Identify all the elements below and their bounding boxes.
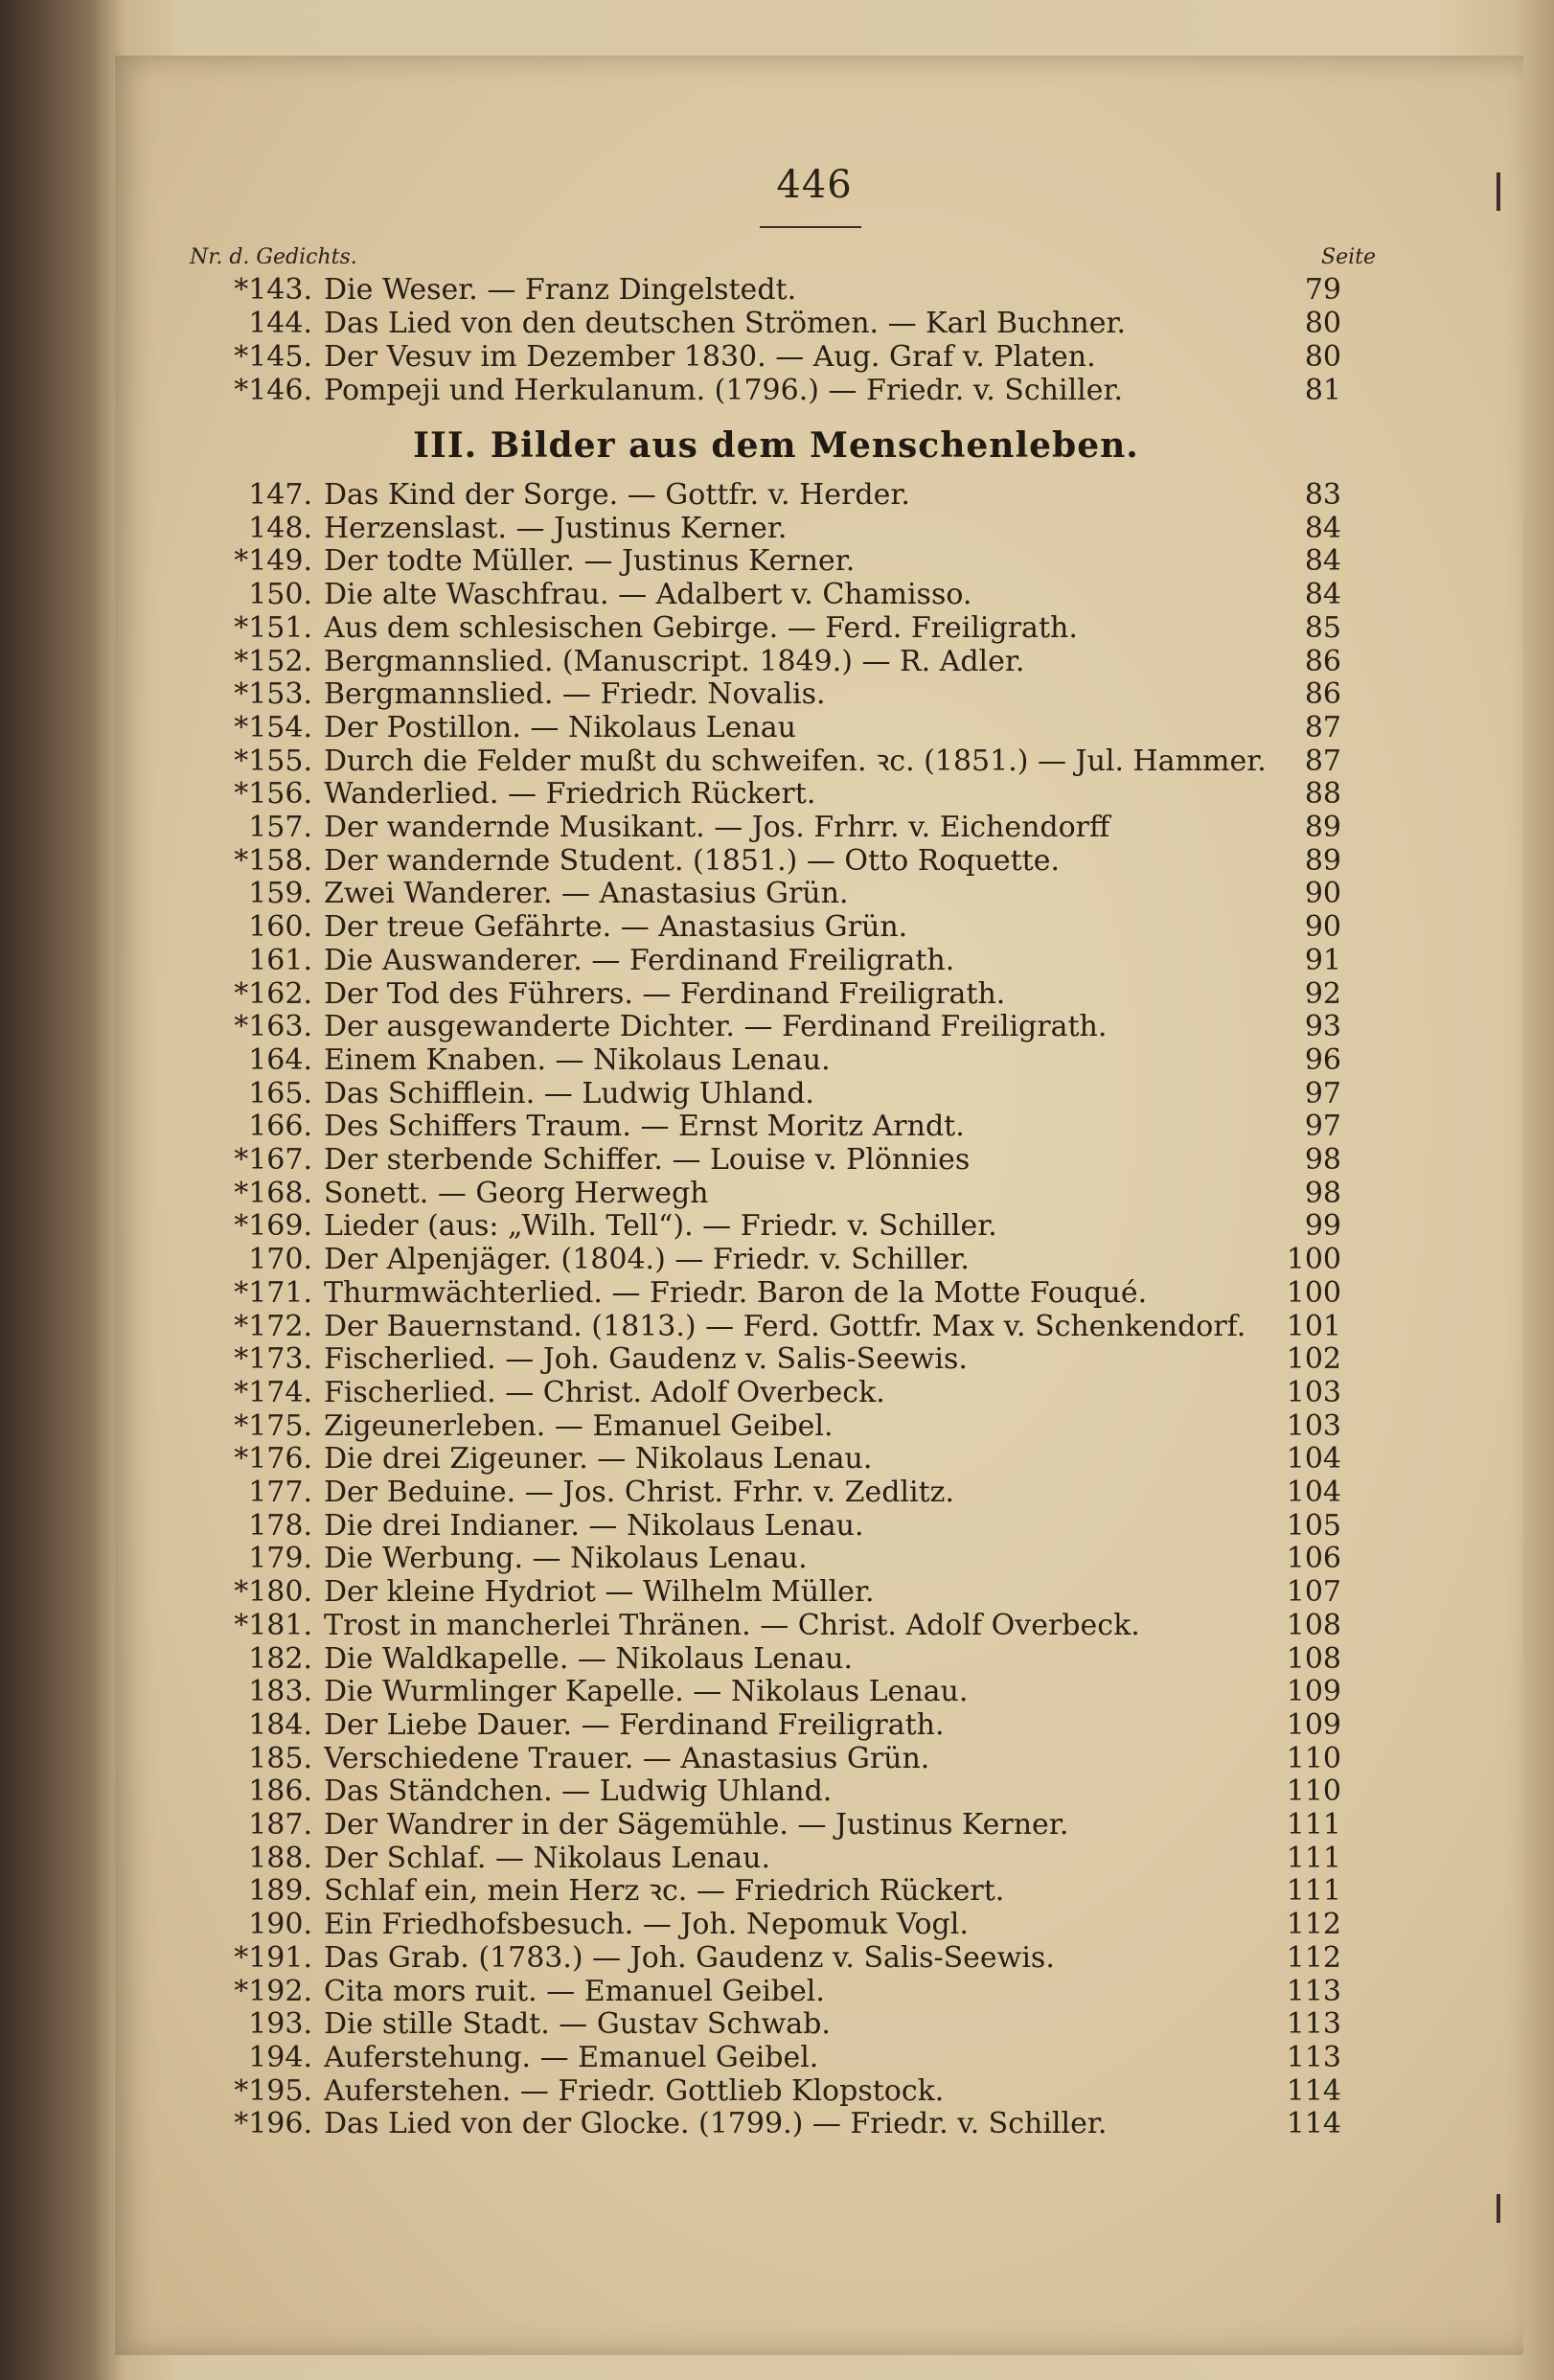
entry-title: Fischerlied. — Christ. Adolf Overbeck. [324, 1376, 885, 1409]
entry-number: 194. [248, 2040, 312, 2074]
toc-entry [182, 1643, 1376, 1676]
entry-number: *151. [234, 610, 312, 645]
toc-entry [182, 1510, 1376, 1543]
toc-entry [182, 1443, 1376, 1476]
entry-title: Fischerlied. — Joh. Gaudenz v. Salis-Seewis. [324, 1343, 968, 1377]
entry-number: *168. [234, 1176, 312, 1210]
entry-number: 185. [248, 1741, 312, 1775]
entry-number: 186. [248, 1774, 312, 1809]
entry-title: Der kleine Hydriot — Wilhelm Müller. [324, 1576, 875, 1610]
toc-entry [182, 1543, 1376, 1575]
column-header-page: Seite [1321, 245, 1376, 269]
entry-page: 84 [1304, 544, 1341, 579]
entry-title: Lieder (aus: „Wilh. Tell“). — Friedr. v. Schiller. [324, 1210, 997, 1244]
toc-entry [182, 878, 1376, 910]
entry-page: 90 [1304, 910, 1341, 945]
entry-number: *175. [234, 1408, 312, 1443]
entry-number: *173. [234, 1342, 312, 1377]
toc-entry [182, 945, 1376, 977]
entry-number: 160. [248, 910, 312, 945]
toc-entry [182, 375, 1376, 407]
entry-number: *158. [234, 843, 312, 878]
toc-entry [182, 1078, 1376, 1110]
entry-title: Zwei Wanderer. — Anastasius Grün. [324, 878, 849, 911]
entry-page: 103 [1286, 1408, 1341, 1443]
entry-title: Der todte Müller. — Justinus Kerner. [324, 545, 856, 579]
entry-title: Das Lied von der Glocke. (1799.) — Friedr. v. Schiller. [324, 2108, 1108, 2141]
toc-entry [182, 1676, 1376, 1708]
entry-page: 102 [1286, 1342, 1341, 1377]
entry-title: Die Wurmlinger Kapelle. — Nikolaus Lenau. [324, 1676, 969, 1709]
entry-page: 100 [1286, 1243, 1341, 1277]
entry-number: *146. [234, 374, 312, 407]
entry-title: Das Ständchen. — Ludwig Uhland. [324, 1775, 833, 1809]
toc-entry [182, 1144, 1376, 1177]
toc-entry [182, 745, 1376, 778]
toc-entry [182, 1775, 1376, 1808]
entry-number: 178. [248, 1508, 312, 1543]
toc-entry [182, 1210, 1376, 1243]
entry-title: Der sterbende Schiffer. — Louise v. Plönnies [324, 1144, 971, 1177]
entry-number: 164. [248, 1042, 312, 1077]
entry-page: 114 [1286, 2107, 1341, 2141]
entry-title: Die drei Indianer. — Nikolaus Lenau. [324, 1509, 864, 1543]
entry-title: Das Grab. (1783.) — Joh. Gaudenz v. Salis-Seewis. [324, 1941, 1055, 1975]
entry-title: Die Auswanderer. — Ferdinand Freiligrath. [324, 944, 955, 977]
entry-number: *155. [234, 744, 312, 778]
entry-number: *167. [234, 1143, 312, 1177]
entry-title: Die Weser. — Franz Dingelstedt. [324, 274, 797, 307]
toc-entry [182, 1709, 1376, 1742]
toc-entry [182, 1875, 1376, 1908]
toc-entry [182, 579, 1376, 611]
entry-title: Der Wandrer in der Sägemühle. — Justinus Kerner. [324, 1809, 1069, 1842]
entry-page: 112 [1286, 1908, 1341, 1942]
entry-page: 110 [1286, 1774, 1341, 1809]
toc-entry [182, 545, 1376, 578]
entry-page: 80 [1304, 307, 1341, 340]
page-number-rule [760, 226, 861, 228]
entry-title: Der Beduine. — Jos. Christ. Frhr. v. Zedlitz. [324, 1476, 955, 1509]
entry-page: 110 [1286, 1741, 1341, 1775]
entry-title: Durch die Felder mußt du schweifen. ꝛc. (1851.) — Jul. Hammer. [324, 744, 1267, 778]
toc-entry [182, 2108, 1376, 2140]
entry-number: 159. [248, 877, 312, 911]
entry-number: 165. [248, 1076, 312, 1110]
entry-page: 89 [1304, 843, 1341, 878]
entry-page: 109 [1286, 1675, 1341, 1709]
entry-number: *171. [234, 1275, 312, 1310]
entry-page: 105 [1286, 1508, 1341, 1543]
entry-number: *156. [234, 777, 312, 812]
entry-number: 170. [248, 1243, 312, 1277]
entry-page: 89 [1304, 811, 1341, 844]
toc-entry [182, 308, 1376, 340]
entry-title: Thurmwächterlied. — Friedr. Baron de la Motte Fouqué. [324, 1276, 1148, 1310]
entry-title: Der Alpenjäger. (1804.) — Friedr. v. Schiller. [324, 1244, 970, 1277]
toc-entry [182, 1809, 1376, 1842]
entry-title: Bergmannslied. — Friedr. Novalis. [324, 678, 826, 712]
toc-entry [182, 1743, 1376, 1775]
entry-page: 96 [1304, 1042, 1341, 1077]
entry-title: Verschiedene Trauer. — Anastasius Grün. [324, 1742, 930, 1775]
entry-page: 113 [1286, 1974, 1341, 2008]
entry-number: 193. [248, 2007, 312, 2042]
entry-title: Aus dem schlesischen Gebirge. — Ferd. Freiligrath. [324, 611, 1078, 645]
entry-number: 166. [248, 1110, 312, 1144]
entry-page: 98 [1304, 1176, 1341, 1210]
entry-number: 189. [248, 1874, 312, 1909]
entry-number: 190. [248, 1908, 312, 1942]
entry-page: 113 [1286, 2007, 1341, 2042]
entry-page: 79 [1304, 273, 1341, 307]
entry-number: 183. [248, 1675, 312, 1709]
entry-number: *195. [234, 2073, 312, 2108]
entry-number: 147. [248, 478, 312, 512]
entry-number: 187. [248, 1808, 312, 1842]
entry-title: Die Werbung. — Nikolaus Lenau. [324, 1543, 808, 1576]
entry-title: Der treue Gefährte. — Anastasius Grün. [324, 911, 908, 945]
toc-entry [182, 712, 1376, 744]
toc-entry [182, 1610, 1376, 1642]
toc-entry [182, 1377, 1376, 1409]
entry-page: 106 [1286, 1542, 1341, 1576]
entry-number: *172. [234, 1309, 312, 1343]
entry-number: 161. [248, 943, 312, 977]
entry-title: Die alte Waschfrau. — Adalbert v. Chamisso. [324, 579, 972, 612]
entry-title: Wanderlied. — Friedrich Rückert. [324, 778, 816, 812]
entry-title: Bergmannslied. (Manuscript. 1849.) — R. Adler. [324, 645, 1025, 678]
toc-entry [182, 1311, 1376, 1343]
entry-page: 86 [1304, 644, 1341, 678]
entry-number: *163. [234, 1010, 312, 1044]
toc-entry [182, 911, 1376, 944]
toc-entry [182, 1842, 1376, 1875]
entry-number: 182. [248, 1641, 312, 1676]
toc-entry [182, 1011, 1376, 1043]
entry-title: Der Schlaf. — Nikolaus Lenau. [324, 1842, 771, 1875]
entry-number: *149. [234, 544, 312, 579]
entry-page: 99 [1304, 1209, 1341, 1244]
entry-page: 108 [1286, 1608, 1341, 1642]
entry-number: *174. [234, 1375, 312, 1409]
toc-entry [182, 1976, 1376, 2008]
entry-title: Ein Friedhofsbesuch. — Joh. Nepomuk Vogl. [324, 1909, 969, 1942]
page-edge-mark [1497, 172, 1500, 211]
entry-title: Das Schifflein. — Ludwig Uhland. [324, 1077, 814, 1110]
entry-page: 112 [1286, 1940, 1341, 1975]
entry-page: 87 [1304, 744, 1341, 778]
entry-number: *176. [234, 1442, 312, 1476]
entry-title: Einem Knaben. — Nikolaus Lenau. [324, 1043, 831, 1077]
entry-title: Der Bauernstand. (1813.) — Ferd. Gottfr. Max v. Schenkendorf. [324, 1310, 1246, 1343]
entry-page: 104 [1286, 1476, 1341, 1509]
entry-page: 100 [1286, 1275, 1341, 1310]
toc-entry [182, 1244, 1376, 1276]
entry-title: Der Vesuv im Dezember 1830. — Aug. Graf v. Platen. [324, 341, 1096, 374]
entry-number: *152. [234, 644, 312, 678]
entry-title: Die stille Stadt. — Gustav Schwab. [324, 2008, 831, 2042]
entry-number: *162. [234, 976, 312, 1011]
entry-number: *154. [234, 710, 312, 744]
toc-entry [182, 646, 1376, 678]
entry-number: 144. [248, 307, 312, 340]
entry-number: 177. [248, 1476, 312, 1509]
entry-title: Sonett. — Georg Herwegh [324, 1177, 709, 1210]
entry-page: 111 [1286, 1874, 1341, 1909]
entry-title: Schlaf ein, mein Herz ꝛc. — Friedrich Rückert. [324, 1875, 1005, 1909]
entry-title: Des Schiffers Traum. — Ernst Moritz Arndt. [324, 1110, 965, 1144]
toc-entry [182, 479, 1376, 512]
entry-page: 111 [1286, 1808, 1341, 1842]
toc-entry [182, 978, 1376, 1011]
entry-title: Die drei Zigeuner. — Nikolaus Lenau. [324, 1443, 873, 1476]
entry-number: 150. [248, 578, 312, 612]
entry-title: Der ausgewanderte Dichter. — Ferdinand Freiligrath. [324, 1011, 1108, 1044]
entry-number: 184. [248, 1707, 312, 1742]
entry-page: 113 [1286, 2040, 1341, 2074]
entry-number: 188. [248, 1841, 312, 1875]
entry-number: 179. [248, 1542, 312, 1576]
entry-number: 148. [248, 511, 312, 545]
entry-page: 87 [1304, 710, 1341, 744]
entry-number: *181. [234, 1608, 312, 1642]
entry-page: 90 [1304, 877, 1341, 911]
toc-entry [182, 1343, 1376, 1376]
entry-page: 80 [1304, 340, 1341, 374]
toc-entry [182, 1110, 1376, 1143]
entry-number: *191. [234, 1940, 312, 1975]
entry-page: 114 [1286, 2073, 1341, 2108]
toc-entry [182, 2042, 1376, 2074]
entry-title: Der wandernde Musikant. — Jos. Frhrr. v. Eichendorff [324, 812, 1110, 844]
entry-number: 157. [248, 811, 312, 844]
entry-page: 88 [1304, 777, 1341, 812]
entry-page: 83 [1304, 478, 1341, 512]
entry-title: Trost in mancherlei Thränen. — Christ. Adolf Overbeck. [324, 1609, 1140, 1642]
entry-title: Der Postillon. — Nikolaus Lenau [324, 711, 796, 744]
entry-title: Auferstehung. — Emanuel Geibel. [324, 2041, 819, 2074]
page-edge-mark [1497, 2194, 1500, 2223]
entry-title: Die Waldkapelle. — Nikolaus Lenau. [324, 1642, 853, 1676]
entry-number: *192. [234, 1974, 312, 2008]
entry-number: *143. [234, 273, 312, 307]
toc-entry [182, 1942, 1376, 1975]
entry-number: *180. [234, 1575, 312, 1610]
entry-page: 98 [1304, 1143, 1341, 1177]
entry-title: Das Lied von den deutschen Strömen. — Karl Buchner. [324, 308, 1127, 340]
toc-entry [182, 1410, 1376, 1443]
entry-page: 97 [1304, 1110, 1341, 1144]
toc-entry [182, 1044, 1376, 1077]
toc-entry [182, 1178, 1376, 1210]
entry-page: 93 [1304, 1010, 1341, 1044]
column-header-number: Nr. d. Gedichts. [190, 245, 357, 269]
toc-entry [182, 1277, 1376, 1310]
page-number: 446 [776, 163, 853, 207]
entry-title: Cita mors ruit. — Emanuel Geibel. [324, 1975, 825, 2008]
entry-page: 101 [1286, 1309, 1341, 1343]
entry-page: 103 [1286, 1375, 1341, 1409]
entry-page: 109 [1286, 1707, 1341, 1742]
entry-title: Das Kind der Sorge. — Gottfr. v. Herder. [324, 479, 910, 512]
entry-page: 107 [1286, 1575, 1341, 1610]
entry-number: *196. [234, 2107, 312, 2141]
toc-entry [182, 1476, 1376, 1509]
entry-number: *169. [234, 1209, 312, 1244]
entry-page: 85 [1304, 610, 1341, 645]
entry-title: Auferstehen. — Friedr. Gottlieb Klopstock. [324, 2074, 945, 2108]
section-heading: III. Bilder aus dem Menschenleben. [413, 425, 1139, 466]
entry-page: 104 [1286, 1442, 1341, 1476]
toc-entry [182, 513, 1376, 545]
entry-number: *153. [234, 677, 312, 712]
toc-entry [182, 1576, 1376, 1609]
entry-number: *145. [234, 340, 312, 374]
entry-title: Pompeji und Herkulanum. (1796.) — Friedr. v. Schiller. [324, 375, 1124, 407]
toc-entry [182, 274, 1376, 307]
toc-entry [182, 845, 1376, 878]
entry-page: 91 [1304, 943, 1341, 977]
toc-entry [182, 678, 1376, 711]
entry-page: 111 [1286, 1841, 1341, 1875]
toc-entry [182, 778, 1376, 811]
entry-title: Herzenslast. — Justinus Kerner. [324, 512, 788, 545]
entry-page: 92 [1304, 976, 1341, 1011]
entry-page: 97 [1304, 1076, 1341, 1110]
toc-entry [182, 2008, 1376, 2041]
entry-title: Der Liebe Dauer. — Ferdinand Freiligrath. [324, 1708, 945, 1742]
toc-entry [182, 1909, 1376, 1941]
entry-page: 84 [1304, 578, 1341, 612]
entry-page: 108 [1286, 1641, 1341, 1676]
toc-entry [182, 812, 1376, 844]
toc-entry [182, 612, 1376, 645]
entry-title: Der Tod des Führers. — Ferdinand Freiligrath. [324, 977, 1006, 1011]
entry-title: Zigeunerleben. — Emanuel Geibel. [324, 1409, 834, 1443]
entry-page: 86 [1304, 677, 1341, 712]
entry-title: Der wandernde Student. (1851.) — Otto Roquette. [324, 844, 1061, 878]
entry-page: 84 [1304, 511, 1341, 545]
toc-entry [182, 2075, 1376, 2108]
toc-entry [182, 341, 1376, 374]
entry-page: 81 [1304, 374, 1341, 407]
